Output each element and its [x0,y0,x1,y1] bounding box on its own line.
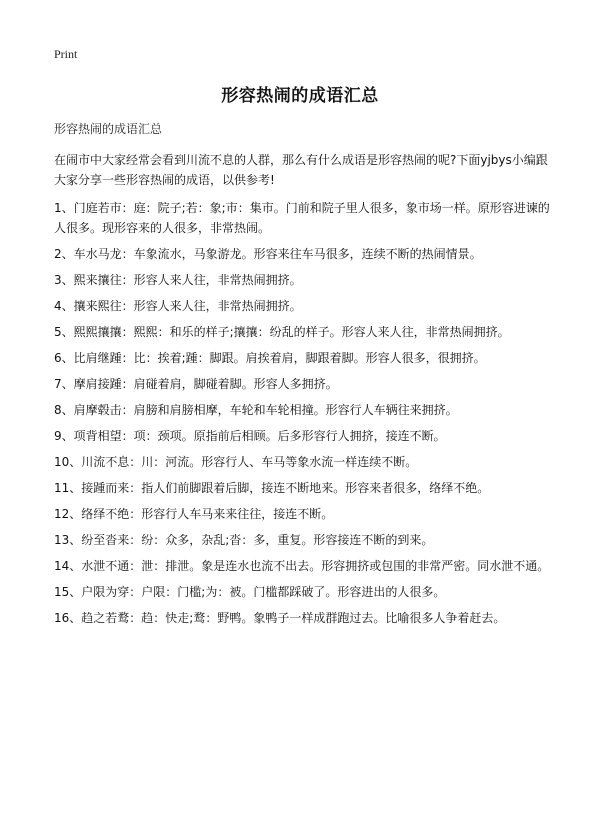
idiom-item: 11、接踵而来：指人们前脚跟着后脚，接连不断地来。形容来者很多，络绎不绝。 [54,481,490,495]
idiom-item: 10、川流不息：川：河流。形容行人、车马等象水流一样连续不断。 [54,455,418,469]
idiom-item: 3、熙来攘往：形容人来人往，非常热闹拥挤。 [54,273,302,287]
document-title: 形容热闹的成语汇总 [221,86,379,106]
idiom-item: 4、攘来熙往：形容人来人往，非常热闹拥挤。 [54,299,302,313]
idiom-item: 1、门庭若市：庭：院子;若：象;市：集市。门前和院子里人很多，象市场一样。原形容进谏的人很多。现形容来的人很多，非常热闹。 [54,201,550,235]
document-subtitle: 形容热闹的成语汇总 [54,122,163,136]
idiom-item: 14、水泄不通：泄：排泄。象是连水也流不出去。形容拥挤或包围的非常严密。同水泄不通。 [54,559,550,573]
idiom-item: 9、项背相望：项：颈项。原指前后相顾。后多形容行人拥挤，接连不断。 [54,429,446,443]
idiom-item: 8、肩摩毂击：肩膀和肩膀相摩，车轮和车轮相撞。形容行人车辆往来拥挤。 [54,403,458,417]
idiom-item: 6、比肩继踵：比：挨着;踵：脚跟。肩挨着肩，脚跟着脚。形容人很多，很拥挤。 [54,351,486,365]
idiom-item: 7、摩肩接踵：肩碰着肩，脚碰着脚。形容人多拥挤。 [54,377,338,391]
print-label: Print [54,47,78,61]
idiom-item: 12、络绎不绝：形容行人车马来来往往，接连不断。 [54,507,334,521]
article-body [54,150,556,634]
idiom-item: 13、纷至沓来：纷：众多，杂乱;沓：多，重复。形容接连不断的到来。 [54,533,434,547]
intro-paragraph: 在闹市中大家经常会看到川流不息的人群，那么有什么成语是形容热闹的呢?下面yjbys小编跟大家分享一些形容热闹的成语，以供参考! [54,153,548,187]
idiom-item: 16、趋之若鹜：趋：快走;鹜：野鸭。象鸭子一样成群跑过去。比喻很多人争着赶去。 [54,611,506,625]
idiom-item: 2、车水马龙：车象流水，马象游龙。形容来往车马很多，连续不断的热闹情景。 [54,247,482,261]
idiom-item: 15、户限为穿：户限：门槛;为：被。门槛都踩破了。形容进出的人很多。 [54,585,446,599]
idiom-item: 5、熙熙攘攘：熙熙：和乐的样子;攘攘：纷乱的样子。形容人来人往，非常热闹拥挤。 [54,325,510,339]
